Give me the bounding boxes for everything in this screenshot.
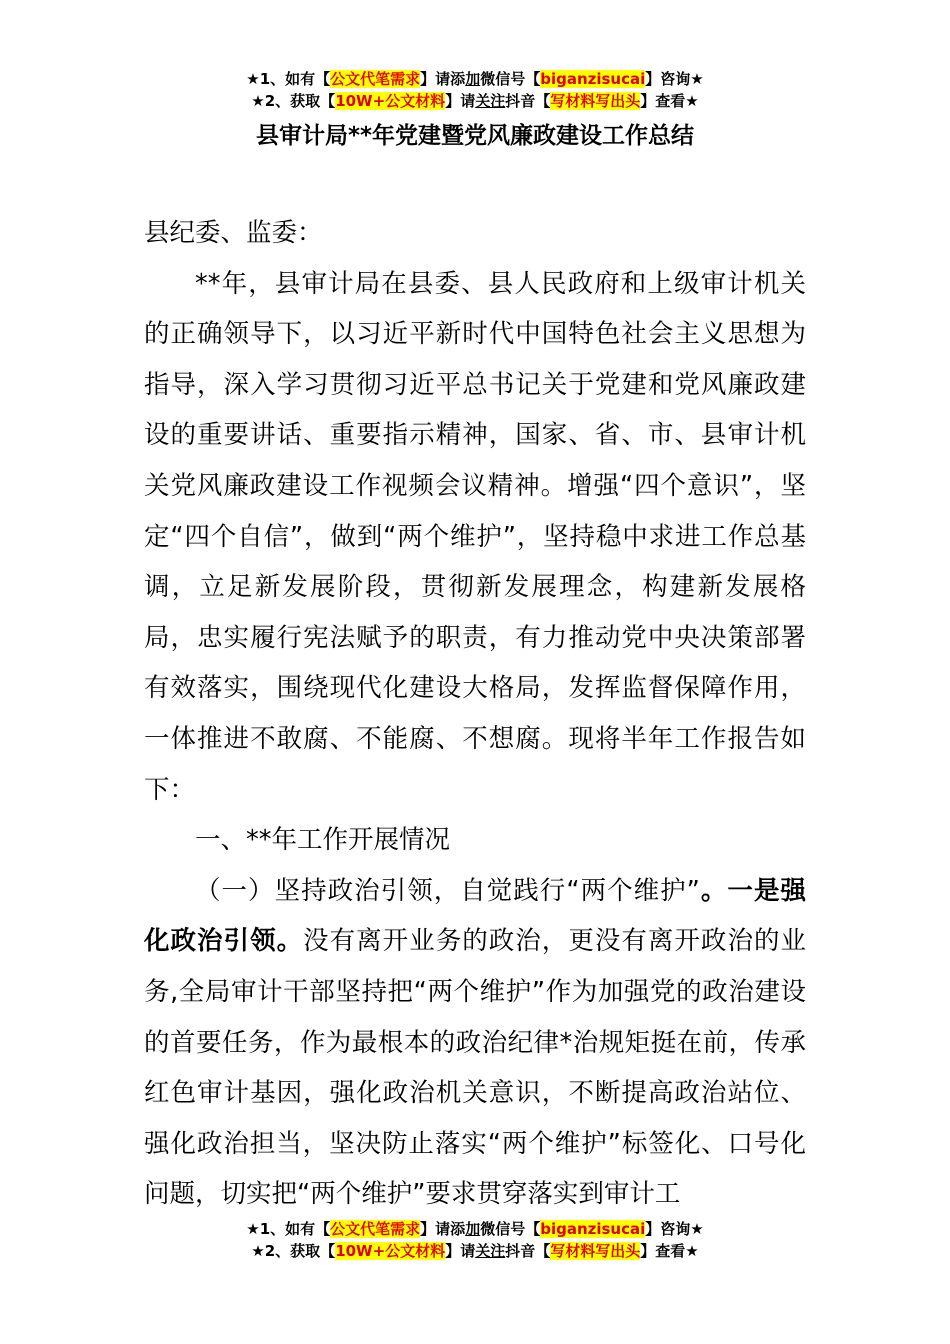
promo-text: ★1、如有【 [246,70,331,88]
promo-text: 】咨询★ [645,70,704,88]
promo-banner-bottom [0,1218,950,1262]
promo-text: 】请 [445,92,476,110]
promo-highlight: 公文代笔需求 [330,1220,421,1238]
promo-highlight: 10W+公文材料 [335,92,446,110]
promo-text: 微信号【 [480,1220,541,1238]
promo-text: 抖音【 [505,1242,551,1260]
promo-text: ★1、如有【 [246,1220,331,1238]
promo-underline: 关注 [475,1242,506,1260]
promo-banner-top [0,68,950,112]
promo-text: 】咨询★ [645,1220,704,1238]
promo-line-1 [0,1218,950,1240]
promo-text: 】请添 [420,1220,466,1238]
promo-text: ★2、获取【 [251,1242,336,1260]
promo-highlight: 10W+公文材料 [335,1242,446,1260]
promo-text: 】请添 [420,70,466,88]
promo-line-2 [0,90,950,112]
promo-line-1 [0,68,950,90]
paragraph-intro: **年，县审计局在县委、县人民政府和上级审计机关的正确领导下，以习近平新时代中国特色社会主义思想为指导，深入学习贯彻习近平总书记关于党建和党风廉政建设的重要讲话、重要指示精神，国家、省、市、县审计机关党风廉政建设工作视频会议精神。增强“四个意识”，坚定“四个自信”，做到“两个维护”，坚持稳中求进工作总基调，立足新发展阶段，贯彻新发展理念，构建新发展格局，忠实履行宪法赋予的职责，有力推动党中央决策部署有效落实，围绕现代化建设大格局，发挥监督保障作用，一体推进不敢腐、不能腐、不想腐。现将半年工作报告如下： [144,268,806,805]
document-body [144,208,806,1220]
promo-highlight: biganzisucai [540,1220,646,1238]
document-title: 县审计局**年党建暨党风廉政建设工作总结 [255,123,695,149]
promo-text: 抖音【 [505,92,551,110]
promo-text: 】请 [445,1242,476,1260]
promo-highlight: 写材料写出头 [550,92,641,110]
section-heading: 一、**年工作开展情况 [195,825,451,856]
promo-underline: 加 [465,70,481,88]
bold-lead: 。一是强化政治引领。 [144,875,806,957]
promo-underline: 关注 [475,92,506,110]
promo-highlight: biganzisucai [540,70,646,88]
promo-text: ★2、获取【 [251,92,336,110]
promo-highlight: 写材料写出头 [550,1242,641,1260]
promo-text: 】查看★ [640,92,699,110]
promo-text: 】查看★ [640,1242,699,1260]
promo-text: 微信号【 [480,70,541,88]
promo-line-2 [0,1240,950,1262]
subsection-heading: （一）坚持政治引领，自觉践行“两个维护” [195,875,700,906]
promo-highlight: 公文代笔需求 [330,70,421,88]
salutation: 县纪委、监委： [144,218,323,248]
promo-underline: 加 [465,1220,481,1238]
paragraph-section-1 [144,866,806,1220]
paragraph-text: 没有离开业务的政治，更没有离开政治的业务,全局审计干部坚持把“两个维护”作为加强党的政治建设的首要任务，作为最根本的政治纪律*治规矩挺在前，传承红色审计基因，强化政治机关意识，不断提高政治站位、强化政治担当，坚决防止落实“两个维护”标签化、口号化问题，切实把“两个维护”要求贯穿落实到审计工 [144,926,806,1210]
